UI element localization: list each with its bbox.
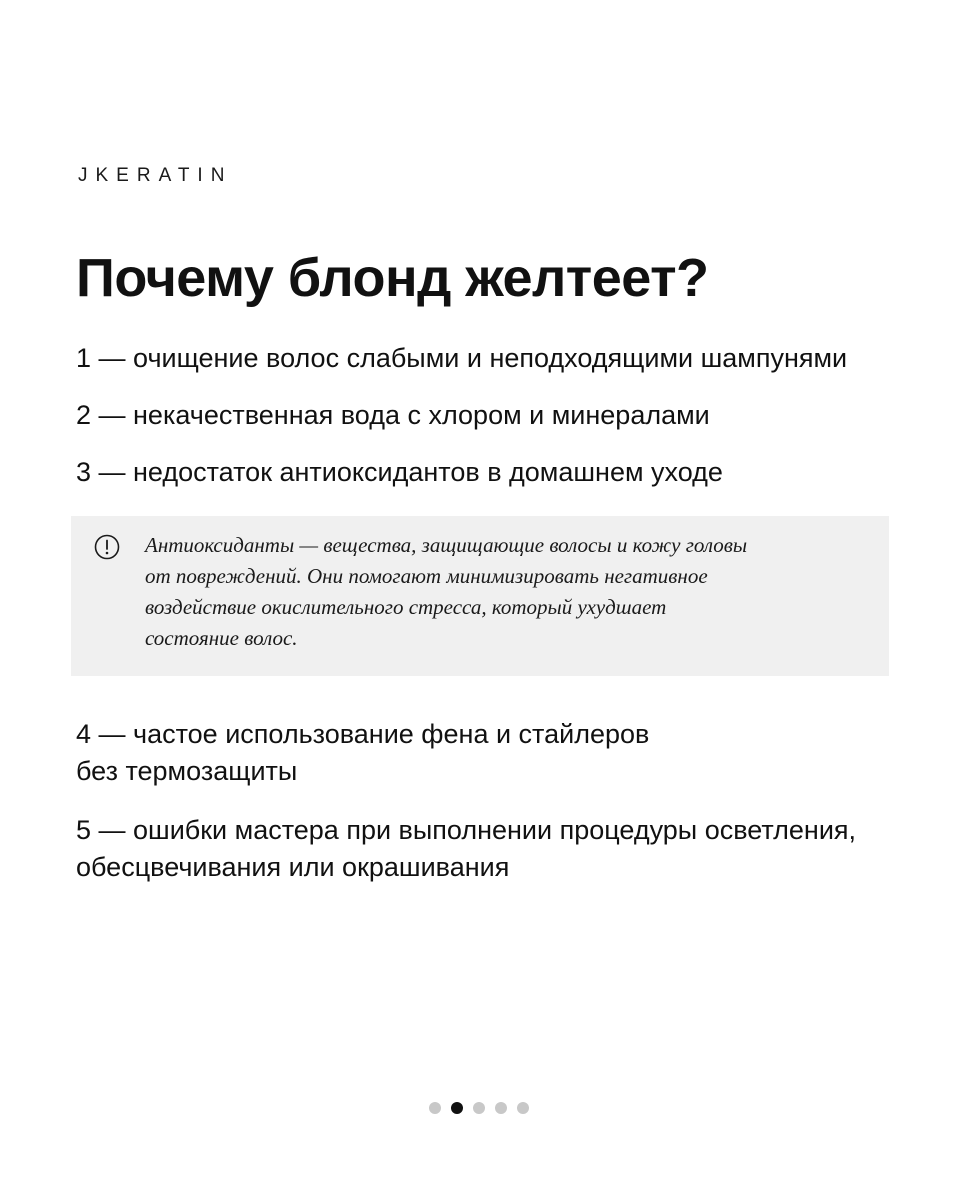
info-note-text	[145, 530, 865, 654]
info-note-line: от повреждений. Они помогают минимизировать негативное	[145, 564, 708, 588]
pagination-dot[interactable]	[517, 1102, 529, 1114]
page-title: Почему блонд желтеет?	[76, 248, 709, 308]
pagination-dot[interactable]	[495, 1102, 507, 1114]
brand-logo: JKERATIN	[78, 165, 233, 186]
info-note-line: состояние волос.	[145, 626, 298, 650]
pagination-dot[interactable]	[451, 1102, 463, 1114]
list-item-text: 5 — ошибки мастера при выполнении процедуры осветления,	[76, 815, 857, 845]
list-item-text: обесцвечивания или окрашивания	[76, 852, 510, 882]
pagination-dots	[429, 1102, 529, 1114]
list-item-text: 3 — недостаток антиоксидантов в домашнем уходе	[76, 457, 723, 487]
pagination-dot[interactable]	[473, 1102, 485, 1114]
list-item	[76, 397, 710, 434]
info-note-line: Антиоксиданты — вещества, защищающие волосы и кожу головы	[145, 533, 748, 557]
pagination-dot[interactable]	[429, 1102, 441, 1114]
list-item-text: без термозащиты	[76, 756, 298, 786]
list-item	[76, 716, 649, 790]
info-note-line: воздействие окислительного стресса, который ухудшает	[145, 595, 667, 619]
info-note	[71, 516, 889, 676]
list-item	[76, 812, 856, 886]
list-item-text: 4 — частое использование фена и стайлеров	[76, 719, 650, 749]
list-item-text: 2 — некачественная вода с хлором и минералами	[76, 400, 710, 430]
exclamation-circle-icon	[94, 534, 120, 560]
list-item-text: 1 — очищение волос слабыми и неподходящими шампунями	[76, 343, 848, 373]
list-item	[76, 340, 847, 377]
list-item	[76, 454, 723, 491]
